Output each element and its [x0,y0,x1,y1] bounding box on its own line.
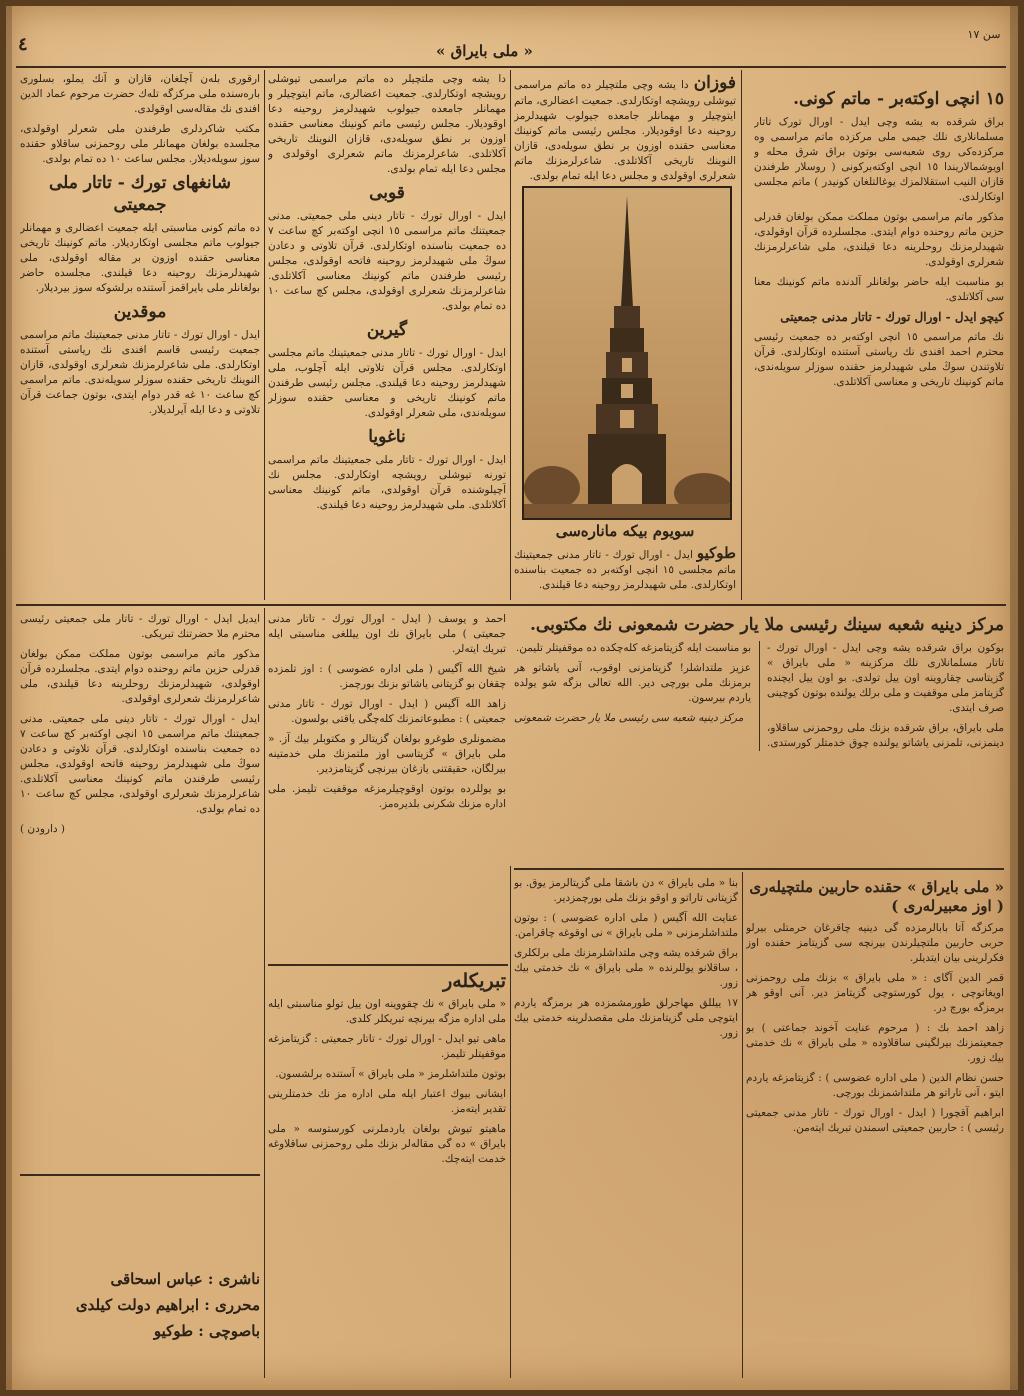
paragraph: « ملی بایراق » نك چقووینە اون ییل تولو مناسبتی ایلە ملی اداره مزگە بیرنچە تبریکلر کلدی. [268,998,506,1025]
paragraph: ایدل - اورال تورك - تاتار ملی جمعیتینك ماتم مراسمی تورنە تیوشلی رویشچە اوتکارلدی. مجلس نك آچیلوشندە قرآن اوقولدی، ماتم کونینك معناسی آکلاتلدی. ملی شهیدلرمز روحینە دعا قیلندی. [268,454,506,511]
paragraph: ملی بایراق، براق شرقدە بزنك ملی روحمزنی ساقلاو، دینمزنی، تلمزنی یاشاتو یولندە چوق خدمتلر کورستدی. بو مناسبت ایلە گزیتامزغە کلەچکدە دە موقفیتلر تلیمن. [515,642,1004,749]
paragraph: مذکور ماتم مراسمی بوتون مملکت ممکن بولغان قدرلی حزین ماتم روحندە دوام ایتدی. مجلسلردە قرآن اوقولدی، شهیدلرمزنك روحلرینە دعا قیلندی، ملی شاعرلرمزنك شعرلری اوقولدی. [754,211,1004,268]
paragraph: دا یشە وچی ملتچیلر ده ماتم مراسمی تیوشلی رویشچە اوتکارلدی. جمعیت اعضالری، ماتم ایتوچیلر و مهمانلر جامعدە جیولوب شهیدلرمز روحینە دعا اوقودیلار. مجلس رئیسی ماتم کونینك معناسی حقندە اوزون بر نطق سویلەدی، قازان النوینك تاریخی آکلاتلدی. شاعرلرمزنك ماتم شعرلری اوقولدی و مجلس دعا ایلە تمام بولدی. [514,79,736,182]
article-zahid [268,612,506,962]
article-kobe-column [268,72,506,602]
headline-kobe: قوبی [369,183,405,203]
torn-edge-right [1010,6,1018,1390]
column-rule [264,608,265,1378]
paragraph: مرکزگە آتا بابالرمزدە گی دینیه چاقرغان حرمتلی بیرلو حربی حاربین ملتچیلرندن بیرنچە سی گزیتامز حقندە اوز فکرلرینی بیان ایتدیلر. [746,922,1004,964]
headline-tokyo: طوکیو [696,546,736,562]
paragraph: قمر الدین آگای : « ملی بایراق » بزنك ملی روحمزنی اویغاتوچی ، یول کورستوچی گزیتامز دیر. آنی اوقو هر برمزگە بورچ در. [746,972,1004,1014]
paragraph: ایدیل ایدل - اورال تورك - تاتار ملی جمعیتی رئیسی محترم ملا حضرتنك تبریکی. [20,613,260,640]
printer: باصوچی : طوکیو [153,1322,260,1340]
article-readers [746,876,1004,1376]
headline-congrats: تبریکلەر [443,970,506,992]
tower-photo [522,186,732,520]
headline-girin: گیرین [366,320,408,340]
article-congrats [268,968,506,1378]
paragraph: مضمونلری طوغرو بولغان گزیتالر و مکتوبلر بیك آز. « ملی بایراق » گزیتاسی اوز ملتمزنك ملی خدمتینە بیرلگان، حقیقتنی یازغان بیرنچی گزیتامزدیر. [268,733,506,775]
paragraph: عزیز ملتداشلر! گزیتامزنی اوقوب، آنی یاشاتو هر برمزنك ملی بورچی دیر. الله تعالی بزگە شو یولدە یاردم بیرسون. [514,662,751,704]
paragraph: بو یوللردە بوتون اوقوچیلرمزغە موقفیت تلیمز. ملی اداره مزنك شکرنی بلدیرەمز. [268,783,506,810]
paragraph: بو مناسبت ایلە حاضر بولغانلر آلدندە ماتم کونینك معنا سی آکلاتلدی. [754,276,1004,303]
headline-mukden: موقدین [113,302,167,322]
paragraph: ایدل - اورال تورك - تاتار دینی ملی جمعیتی. مدنی جمعیتنك ماتم مراسمی ١٥ انچی اوکتەبر کچ ساعت ٧ دە جمعیت بناسندە اوتکارلدی. قرآن تلاوتی و دعادن سوڭ ملی شهیدلرمز روحینە فاتحە اوقولدی، مجلس رئیسی طرفندن ماتم کونینك معناسی آکلاتلدی. شاعرلرمزنك شعرلری اوقولدی، مجلس کچ ساعت ١٠ دە تمام بولدی. [268,210,506,312]
paragraph: بوتون ملتداشلرمز « ملی بایراق » آستندە برلشسون. [275,1068,506,1080]
headline-readers: « ملی بایراق » حقندە حاربین ملتچیلەری ( اوز معبیرلەری ) [749,878,1004,915]
paragraph: ١٧ ییللق مهاجرلق طورمشمزدە هر برمزگە یاردم ایتوچی ملی گزیتامزنك ملی مقصدلرینە خدمتی بیك زور. [514,997,738,1039]
headline-anniversary: ١٥ انچی اوکتەبر - ماتم کونی. [793,89,1004,109]
signature: مرکز دینیه شعبه سی رئیسی ملا یار حضرت شمعونی [514,712,744,724]
article-middle-bottom [514,876,738,1376]
paragraph: ایدل - اورال تورك - تاتار دینی ملی جمعیتی. مدنی جمعیتنك ماتم مراسمی ١٥ انچی اوکتەبر کچ ساعت ٧ دە جمعیت بناسندە اوتکارلدی. قرآن تلاوتی و دعادن سوڭ ملی شهیدلرمز روحینە فاتحە اوقولدی، مجلس رئیسی طرفندن ماتم کونینك معناسی آکلاتلدی. شاعرلرمزنك شعرلری اوقولدی، مجلس کچ ساعت ١٠ دە تمام بولدی. [20,713,260,815]
article-fuzan [514,72,736,182]
headline-shanhai: شانغهای تورك - تاتار ملی جمعیتی [48,173,232,215]
paragraph: زاهد احمد بك : ( مرحوم عنایت آخوند جماعتی ) بو جمعیتمزنك بیرلگینی ساقلاودە « ملی بایراق » نك خدمتی بیك زور. [746,1022,1004,1064]
article-center-letter [514,612,1004,864]
article-tokyo [514,546,736,602]
article-left-mid [20,612,260,1172]
paragraph: ایدل - اورال تورك - تاتار مدنی جمعیتینك ماتم مجلسی ١٥ انچی اوکتەبر ده جمعیت بناسندە اوتکارلدی. ملی شهیدلرمز روحینە دعا قیلندی. [514,549,736,591]
paragraph: مکتب شاکردلری طرفندن ملی شعرلر اوقولدی، مجلسدە بولغان مهمانلر ملی روحمزنی ساقلاو حقندە سوز سویلەدیلار. مجلس ساعت ١٠ دە تمام بولدی. [20,123,260,165]
paragraph: براق شرقدە بە یشە وچی ایدل - اورال تورک تاتار مسلمانلاری نلك جیمی ملی مرکزده ماتم مراسمی وە مرکزدەکی روی شعبەسی بوتون براق شرق محلە و اویوشمالاریندا ١٥ انچی اوکتەبرکونی ( روسلار طرفندن قازان النیب استقلالمزك یوغالتلغان کونیدر ) ماتم مجلسی اوتکارلدی. [754,116,1004,203]
paragraph: ابراهیم آقچورا ( ایدل - اورال تورك - تاتار مدنی جمعیتی رئیسی ) : حاربین جمعیتی اسمندن تبریك ایتەمن. [746,1107,1004,1134]
paragraph: ده ماتم کونی مناسبتی ایلە جمعیت اعضالری و مهمانلر جیولوب ماتم مجلسی اوتکاردیلار. ماتم کونینك تاریخی معناسی حقندە اوزون بر مقالە اوقولدی، ملی شهیدلرمزنك روحینە دعا قیلندی. مجلسدە حاضر بولغانلر ملی بایراقمز آستندە برلشوكە سوز بیردیلار. [20,222,260,294]
tower-illustration [524,188,730,518]
paragraph: نك ماتم مراسمی ١٥ انچی اوکتەبر ده جمعیت رئیسی محترم احمد افندی نك ریاستی آستندە اوتکارلدی. قرآن تلاوتندن سوڭ ملی شهیدلرمز حقندە سوزلر سویلەندی، ماتم کونینك تاریخی و معناسی آکلاتلدی. [754,331,1004,388]
editor: محرری : ابراهیم دولت کیلدی [75,1296,260,1314]
header-rule [16,66,1006,68]
paragraph: بنا « ملی بایراق » دن باشقا ملی گزیتالرمز یوق. بو گزیتانی تاراتو و اوقو بزنك ملی بورچمزدیر. [514,877,738,904]
paragraph: بوکون براق شرقدە یشە وچی ایدل - اورال تورك - تاتار مسلمانلاری نلك مرکزینە « ملی بایراق » گزیتاسی چقاروینە اون ییل تولدی. بو اون ییل ایچندە گزیتامز ملی موقفیت و ملی برلك یولندە بوتون کوچینی صرف ایتدی. [767,642,1004,714]
headline-center-letter: مرکز دینیه شعبه سینك رئیسی ملا یار حضرت شمعونی نك مکتوبی. [530,615,1004,635]
paragraph: ماهی تیو ایدل - اورال تورك - تاتار جمعیتی : گزیتامزغە موقفیتلر تلیمز. [268,1033,506,1060]
issue-number: سن ١٧ [967,28,1001,41]
article-anniversary [754,86,1004,601]
page-number: ٤ [18,34,28,55]
article-left-top [20,72,260,602]
torn-edge-left [6,6,12,1390]
colophon [20,1266,260,1344]
paragraph: احمد و یوسف ( ایدل - اورال تورك - تاتار مدنی جمعیتی ) ملی بایراق نك اون ییللغی مناسبتی ایلە تبریك ایتەلر. [268,613,506,655]
column-rule [510,866,511,1378]
section-rule [16,604,1006,606]
paragraph: زاهد الله آگیس ( ایدل - اورال تورك - تاتار مدنی جمعیتی ) : مطبوعاتمزنك کلەچگی یاقتی بولسون. [268,698,506,725]
paragraph: ایدل - اورال تورك - تاتار مدنی جمعیتینك ماتم مجلسی اوتکارلدی. مجلس قرآن تلاوتی ایلە آچلوب، ملی شهیدلرمز روحینە دعا قیلندی. مجلس رئیسی طرفندن ماتم کونینك تاریخی و معناسی حقندە سوزلر سویلەندی، ملی شعرلر اوقولدی. [268,347,506,419]
note: ( دارودن ) [20,823,65,835]
paragraph: ایدل - اورال تورك - تاتار مدنی جمعیتینك ماتم مراسمی جمعیت رئیسی قاسم افندی نك ریاستی آستندە اوتکارلدی. ملی شاعرلرمزنك شعرلری اوقولدی، قازان النوینك تاریخی حقندە سوزلر سویلەندی. ماتم مراسمی کچ ساعت ١٠ غە قدر دوام ایتدی، بوتون جماعت قرآن تلاوتی و دعا ایلە آیرلدیلار. [20,329,260,416]
paragraph: ایشانی بیوك اعتبار ایلە ملی اداره مز نك خدمتلرینی تقدیر ایتەمز. [268,1088,506,1115]
headline-nagoya: ناغویا [368,427,406,447]
headline-fuzan: فوزان [693,73,736,93]
paragraph: شیخ الله آگیس ( ملی اداره عضوسی ) : اوز تلمزدە چقغان بو گزیتانی یاشاتو بزنك بورچمز. [268,663,506,690]
column-rule [742,872,743,1378]
subheading: کیچو ایدل - اورال تورك - تاتار مدنی جمعیتی [780,310,1004,324]
photo-caption: سویوم بیکه مانارەسی [555,522,695,540]
paragraph: عنایت الله آگیس ( ملی اداره عضوسی ) : بوتون ملتداشلرمزنی « ملی بایراق » نی اوقوغە چاقرامن. [514,912,738,939]
publisher: ناشری : عباس اسحاقی [110,1270,260,1288]
paragraph: ماهیتو تیوش بولغان یاردملرنی کورستوسە « ملی بایراق » دە گی مقالەلر بزنك ملی روحمزنی ساقلاوغە خدمت ایتەچك. [268,1123,506,1165]
section-rule [514,868,1004,870]
masthead-title: « ملی بایراق » [436,42,533,60]
newspaper-page [6,6,1018,1390]
paragraph: ارقوری بلەن آچلغان، قازان و آنك یملو، بسلوری بارەسندە ملی مرکزگە تلەك حضرت مرحوم عماد الدین افندی نك مقالەسی اوقولدی. [20,73,260,115]
paragraph: دا یشە وچی ملتچیلر ده ماتم مراسمی تیوشلی رویشچە اوتکارلدی. جمعیت اعضالری، ماتم ایتوچیلر و مهمانلر جامعدە جیولوب شهیدلرمز روحینە دعا اوقودیلار. مجلس رئیسی ماتم کونینك معناسی حقندە اوزون بر نطق سویلەدی، قازان النوینك تاریخی آکلاتلدی. شاعرلرمزنك ماتم شعرلری اوقولدی و مجلس دعا ایلە تمام بولدی. [268,73,506,175]
column-rule [741,70,742,600]
paragraph: مذکور ماتم مراسمی بوتون مملکت ممکن بولغان قدرلی حزین ماتم روحندە دوام ایتدی. مجلسلردە قرآن اوقولدی، شهیدلرمزنك روحلرینە دعا قیلندی، ملی شاعرلرمزنك شعرلری اوقولدی. [20,648,260,705]
column-rule [264,70,265,600]
section-rule [268,964,508,966]
paragraph: حسن نظام الدین ( ملی اداره عضوسی ) : گزیتامزغە یاردم ایتو ، آنی تاراتو هر ملتداشمزنك بورچی. [746,1072,1004,1099]
column-rule [510,70,511,600]
section-rule [20,1174,260,1176]
paragraph: براق شرقدە یشە وچی ملتداشلرمزنك ملی برلكلری ، ساقلانو یوللرندە « ملی بایراق » نك خدمتی بیك زور. [514,947,738,989]
